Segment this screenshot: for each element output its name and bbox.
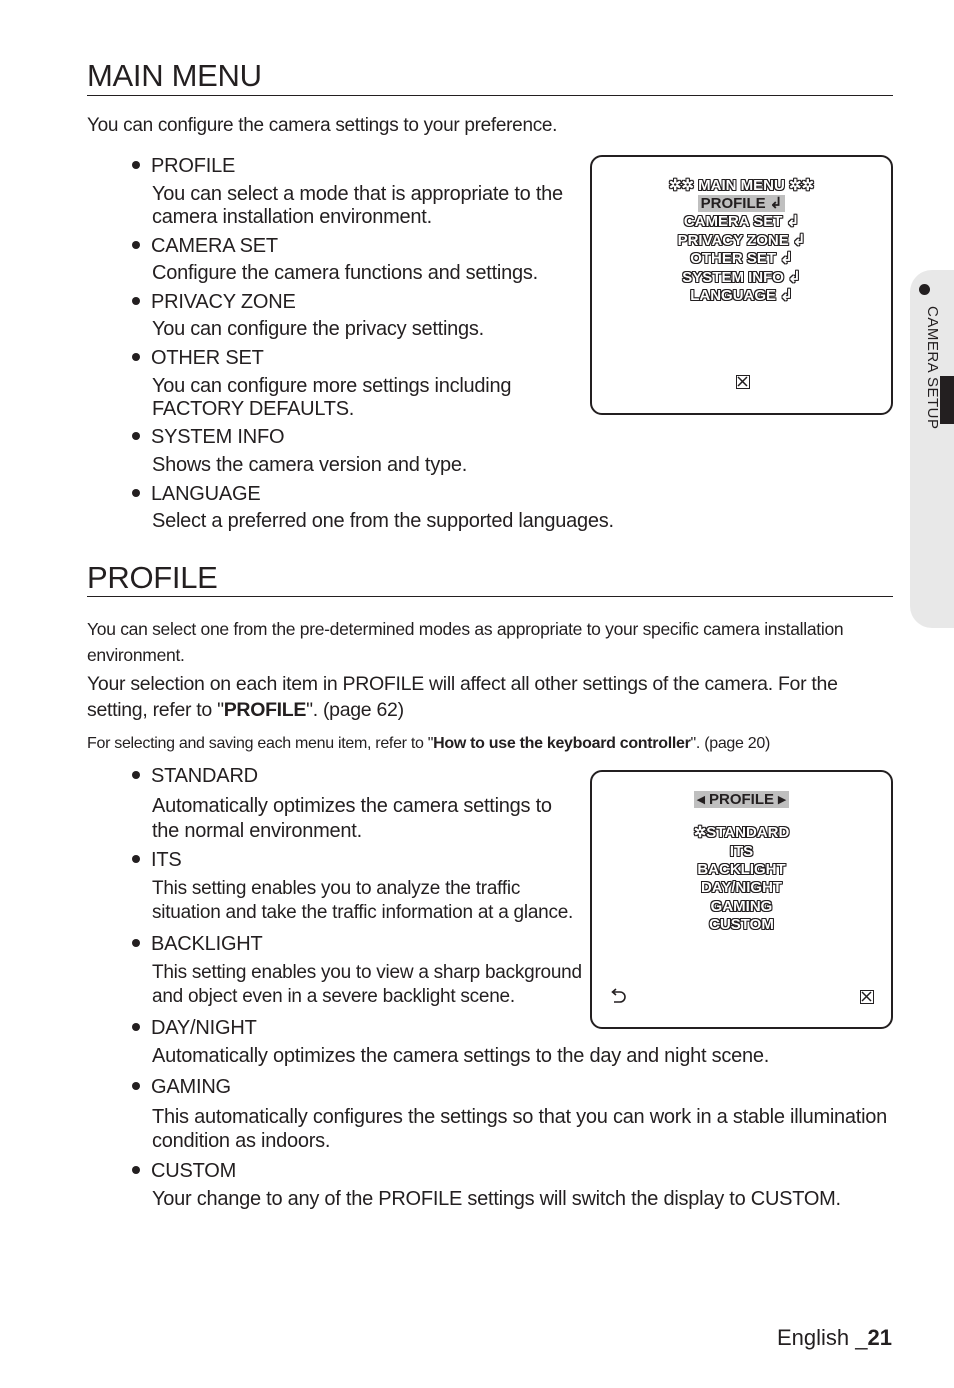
bullet-profile-desc: You can select a mode that is appropriate to the camera installation environment.: [152, 183, 563, 228]
osd-item-language: LANGUAGE ↲: [690, 287, 793, 304]
bullet-dot: [132, 432, 140, 440]
bullet-backlight-desc: This setting enables you to view a sharp background and object even in a severe backlight scene.: [152, 962, 582, 1007]
bullet-dot: [132, 297, 140, 305]
osd-header: ✲✲ MAIN MENU ✲✲: [668, 177, 815, 194]
profile-intro2: Your selection on each item in PROFILE will affect all other settings of the camera. For the setting, refer to "PROFILE". (page 62): [87, 673, 838, 721]
page-number: 21: [867, 1325, 892, 1350]
bullet-backlight: BACKLIGHT: [132, 932, 263, 956]
profile-osd-screen: [590, 770, 893, 1029]
bullet-standard: STANDARD: [132, 764, 258, 788]
footer-language: English _: [777, 1325, 868, 1350]
page-footer: [777, 1325, 892, 1351]
title-rule: [87, 95, 893, 96]
exit-x-icon: [736, 375, 750, 389]
exit-x-icon: [860, 990, 874, 1004]
side-tab-label: CAMERA SETUP: [924, 306, 941, 430]
bullet-dot: [132, 1082, 140, 1090]
osd-item-other-set: OTHER SET ↲: [690, 250, 793, 267]
osd-item-privacy-zone: PRIVACY ZONE ↲: [677, 232, 806, 249]
osd-item-backlight: BACKLIGHT: [697, 861, 786, 878]
profile-note: For selecting and saving each menu item, refer to "How to use the keyboard controller". (page 20): [87, 735, 770, 752]
bullet-dot: [132, 771, 140, 779]
bullet-profile: PROFILE: [132, 154, 235, 178]
main-menu-intro: You can configure the camera settings to your preference.: [87, 115, 558, 136]
osd-item-profile: PROFILE ↲: [592, 195, 891, 213]
bullet-dot: [132, 353, 140, 361]
bullet-dot: [132, 489, 140, 497]
bullet-other-set: OTHER SET: [132, 346, 264, 370]
bullet-dot: [132, 241, 140, 249]
bullet-day-night-desc: Automatically optimizes the camera settings to the day and night scene.: [152, 1045, 770, 1067]
bullet-day-night: DAY/NIGHT: [132, 1016, 257, 1040]
osd-item-system-info: SYSTEM INFO ↲: [682, 269, 801, 286]
bullet-gaming-desc: This automatically configures the settings so that you can work in a stable illumination condition as indoors.: [152, 1106, 888, 1152]
bullet-gaming: GAMING: [132, 1075, 231, 1099]
main-menu-title: MAIN MENU: [87, 58, 262, 93]
bullet-other-set-desc: You can configure more settings including FACTORY DEFAULTS.: [152, 375, 512, 420]
bullet-dot: [132, 939, 140, 947]
side-tab-bullet: [919, 284, 930, 295]
osd-header: ◂ PROFILE ▸: [592, 791, 891, 809]
bullet-standard-desc: Automatically optimizes the camera settings to the normal environment.: [152, 795, 552, 842]
bullet-dot: [132, 1166, 140, 1174]
profile-intro1: You can select one from the pre-determined modes as appropriate to your specific camera installation environment.: [87, 619, 844, 665]
bullet-its: ITS: [132, 848, 182, 872]
osd-item-standard: ✲STANDARD: [693, 824, 790, 841]
bullet-language: LANGUAGE: [132, 482, 261, 506]
bullet-custom-desc: Your change to any of the PROFILE settings will switch the display to CUSTOM.: [152, 1188, 841, 1210]
osd-item-its: ITS: [729, 843, 754, 860]
bullet-dot: [132, 855, 140, 863]
main-menu-osd-screen: [590, 155, 893, 415]
title-rule: [87, 596, 893, 597]
return-arrow-icon: [609, 987, 627, 1005]
osd-item-gaming: GAMING: [710, 898, 773, 915]
bullet-system-info: SYSTEM INFO: [132, 425, 284, 449]
bullet-custom: CUSTOM: [132, 1159, 236, 1183]
bullet-camera-set: CAMERA SET: [132, 234, 278, 258]
bullet-system-info-desc: Shows the camera version and type.: [152, 454, 468, 476]
chapter-marker: [940, 376, 954, 424]
osd-item-day-night: DAY/NIGHT: [700, 879, 783, 896]
bullet-dot: [132, 1023, 140, 1031]
osd-item-custom: CUSTOM: [709, 916, 774, 933]
bullet-language-desc: Select a preferred one from the supported languages.: [152, 510, 614, 532]
bullet-dot: [132, 161, 140, 169]
bullet-privacy-zone-desc: You can configure the privacy settings.: [152, 318, 484, 340]
bullet-privacy-zone: PRIVACY ZONE: [132, 290, 296, 314]
osd-item-camera-set: CAMERA SET ↲: [683, 213, 800, 230]
bullet-its-desc: This setting enables you to analyze the traffic situation and take the traffic information at a glance.: [152, 878, 574, 923]
bullet-camera-set-desc: Configure the camera functions and settings.: [152, 262, 538, 284]
profile-title: PROFILE: [87, 560, 218, 595]
